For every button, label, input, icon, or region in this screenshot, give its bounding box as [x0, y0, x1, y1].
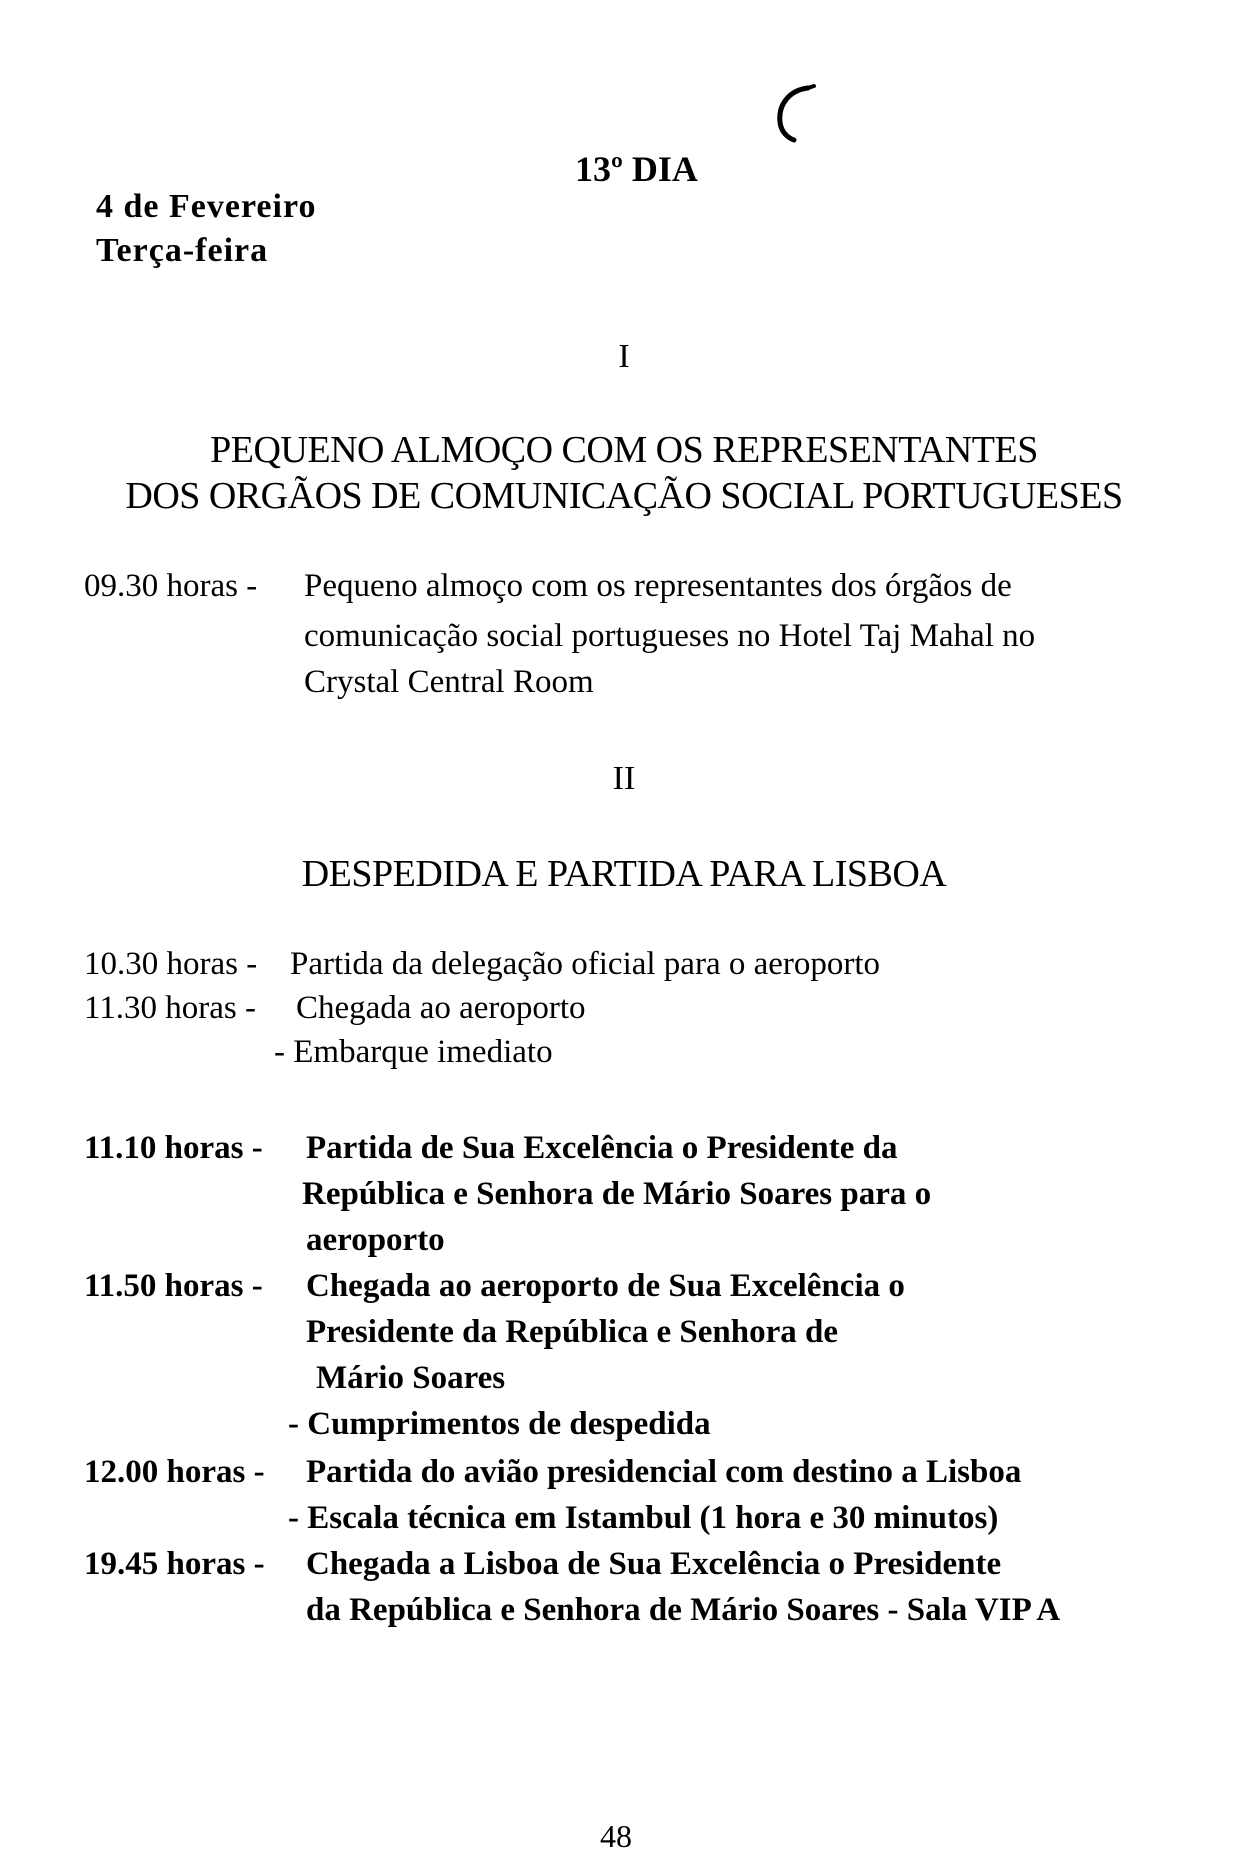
entry-text-line: - Escala técnica em Istambul (1 hora e 30 minutos): [288, 1500, 999, 1536]
entry-time: 11.10 horas -: [84, 1130, 263, 1166]
entry-time: 11.50 horas -: [84, 1268, 263, 1304]
section-1-heading-line-1: PEQUENO ALMOÇO COM OS REPRESENTANTES: [210, 429, 1038, 471]
entry-text-line: - Embarque imediato: [274, 1034, 553, 1070]
entry-text-line: Chegada ao aeroporto de Sua Excelência o: [306, 1268, 905, 1304]
section-2-number: II: [612, 760, 636, 797]
entry-time: 12.00 horas -: [84, 1454, 265, 1490]
entry-text-line: Pequeno almoço com os representantes dos órgãos de: [304, 568, 1012, 604]
entry-text-line: República e Senhora de Mário Soares para o: [302, 1176, 932, 1212]
date: 4 de Fevereiro: [96, 188, 317, 225]
entry-text-line: aeroporto: [306, 1222, 445, 1258]
section-2-heading: DESPEDIDA E PARTIDA PARA LISBOA: [301, 853, 947, 895]
entry-text-line: da República e Senhora de Mário Soares - Sala VIP A: [306, 1592, 1061, 1628]
entry-text-line: - Cumprimentos de despedida: [288, 1406, 711, 1442]
section-1-heading-line-2: DOS ORGÃOS DE COMUNICAÇÃO SOCIAL PORTUGUESES: [125, 475, 1123, 517]
scan-mark: [768, 82, 818, 146]
entry-text-line: Partida da delegação oficial para o aeroporto: [290, 946, 881, 982]
entry-text-line: comunicação social portugueses no Hotel Taj Mahal no: [304, 618, 1036, 654]
entry-time: 19.45 horas -: [84, 1546, 265, 1582]
entry-time: 11.30 horas -: [84, 990, 256, 1026]
weekday: Terça-feira: [96, 232, 269, 269]
entry-text-line: Presidente da República e Senhora de: [306, 1314, 838, 1350]
entry-text-line: Partida do avião presidencial com destino a Lisboa: [306, 1454, 1022, 1490]
entry-text-line: Chegada ao aeroporto: [296, 990, 586, 1026]
page-number: 48: [600, 1818, 632, 1854]
entry-text-line: Chegada a Lisboa de Sua Excelência o Presidente: [306, 1546, 1002, 1582]
entry-text-line: Partida de Sua Excelência o Presidente da: [306, 1130, 898, 1166]
entry-time: 09.30 horas -: [84, 568, 258, 604]
entry-text-line: Mário Soares: [316, 1360, 506, 1396]
entry-text-line: Crystal Central Room: [304, 664, 594, 700]
section-1-number: I: [618, 338, 630, 375]
entry-time: 10.30 horas -: [84, 946, 258, 982]
day-title: 13º DIA: [575, 149, 698, 189]
